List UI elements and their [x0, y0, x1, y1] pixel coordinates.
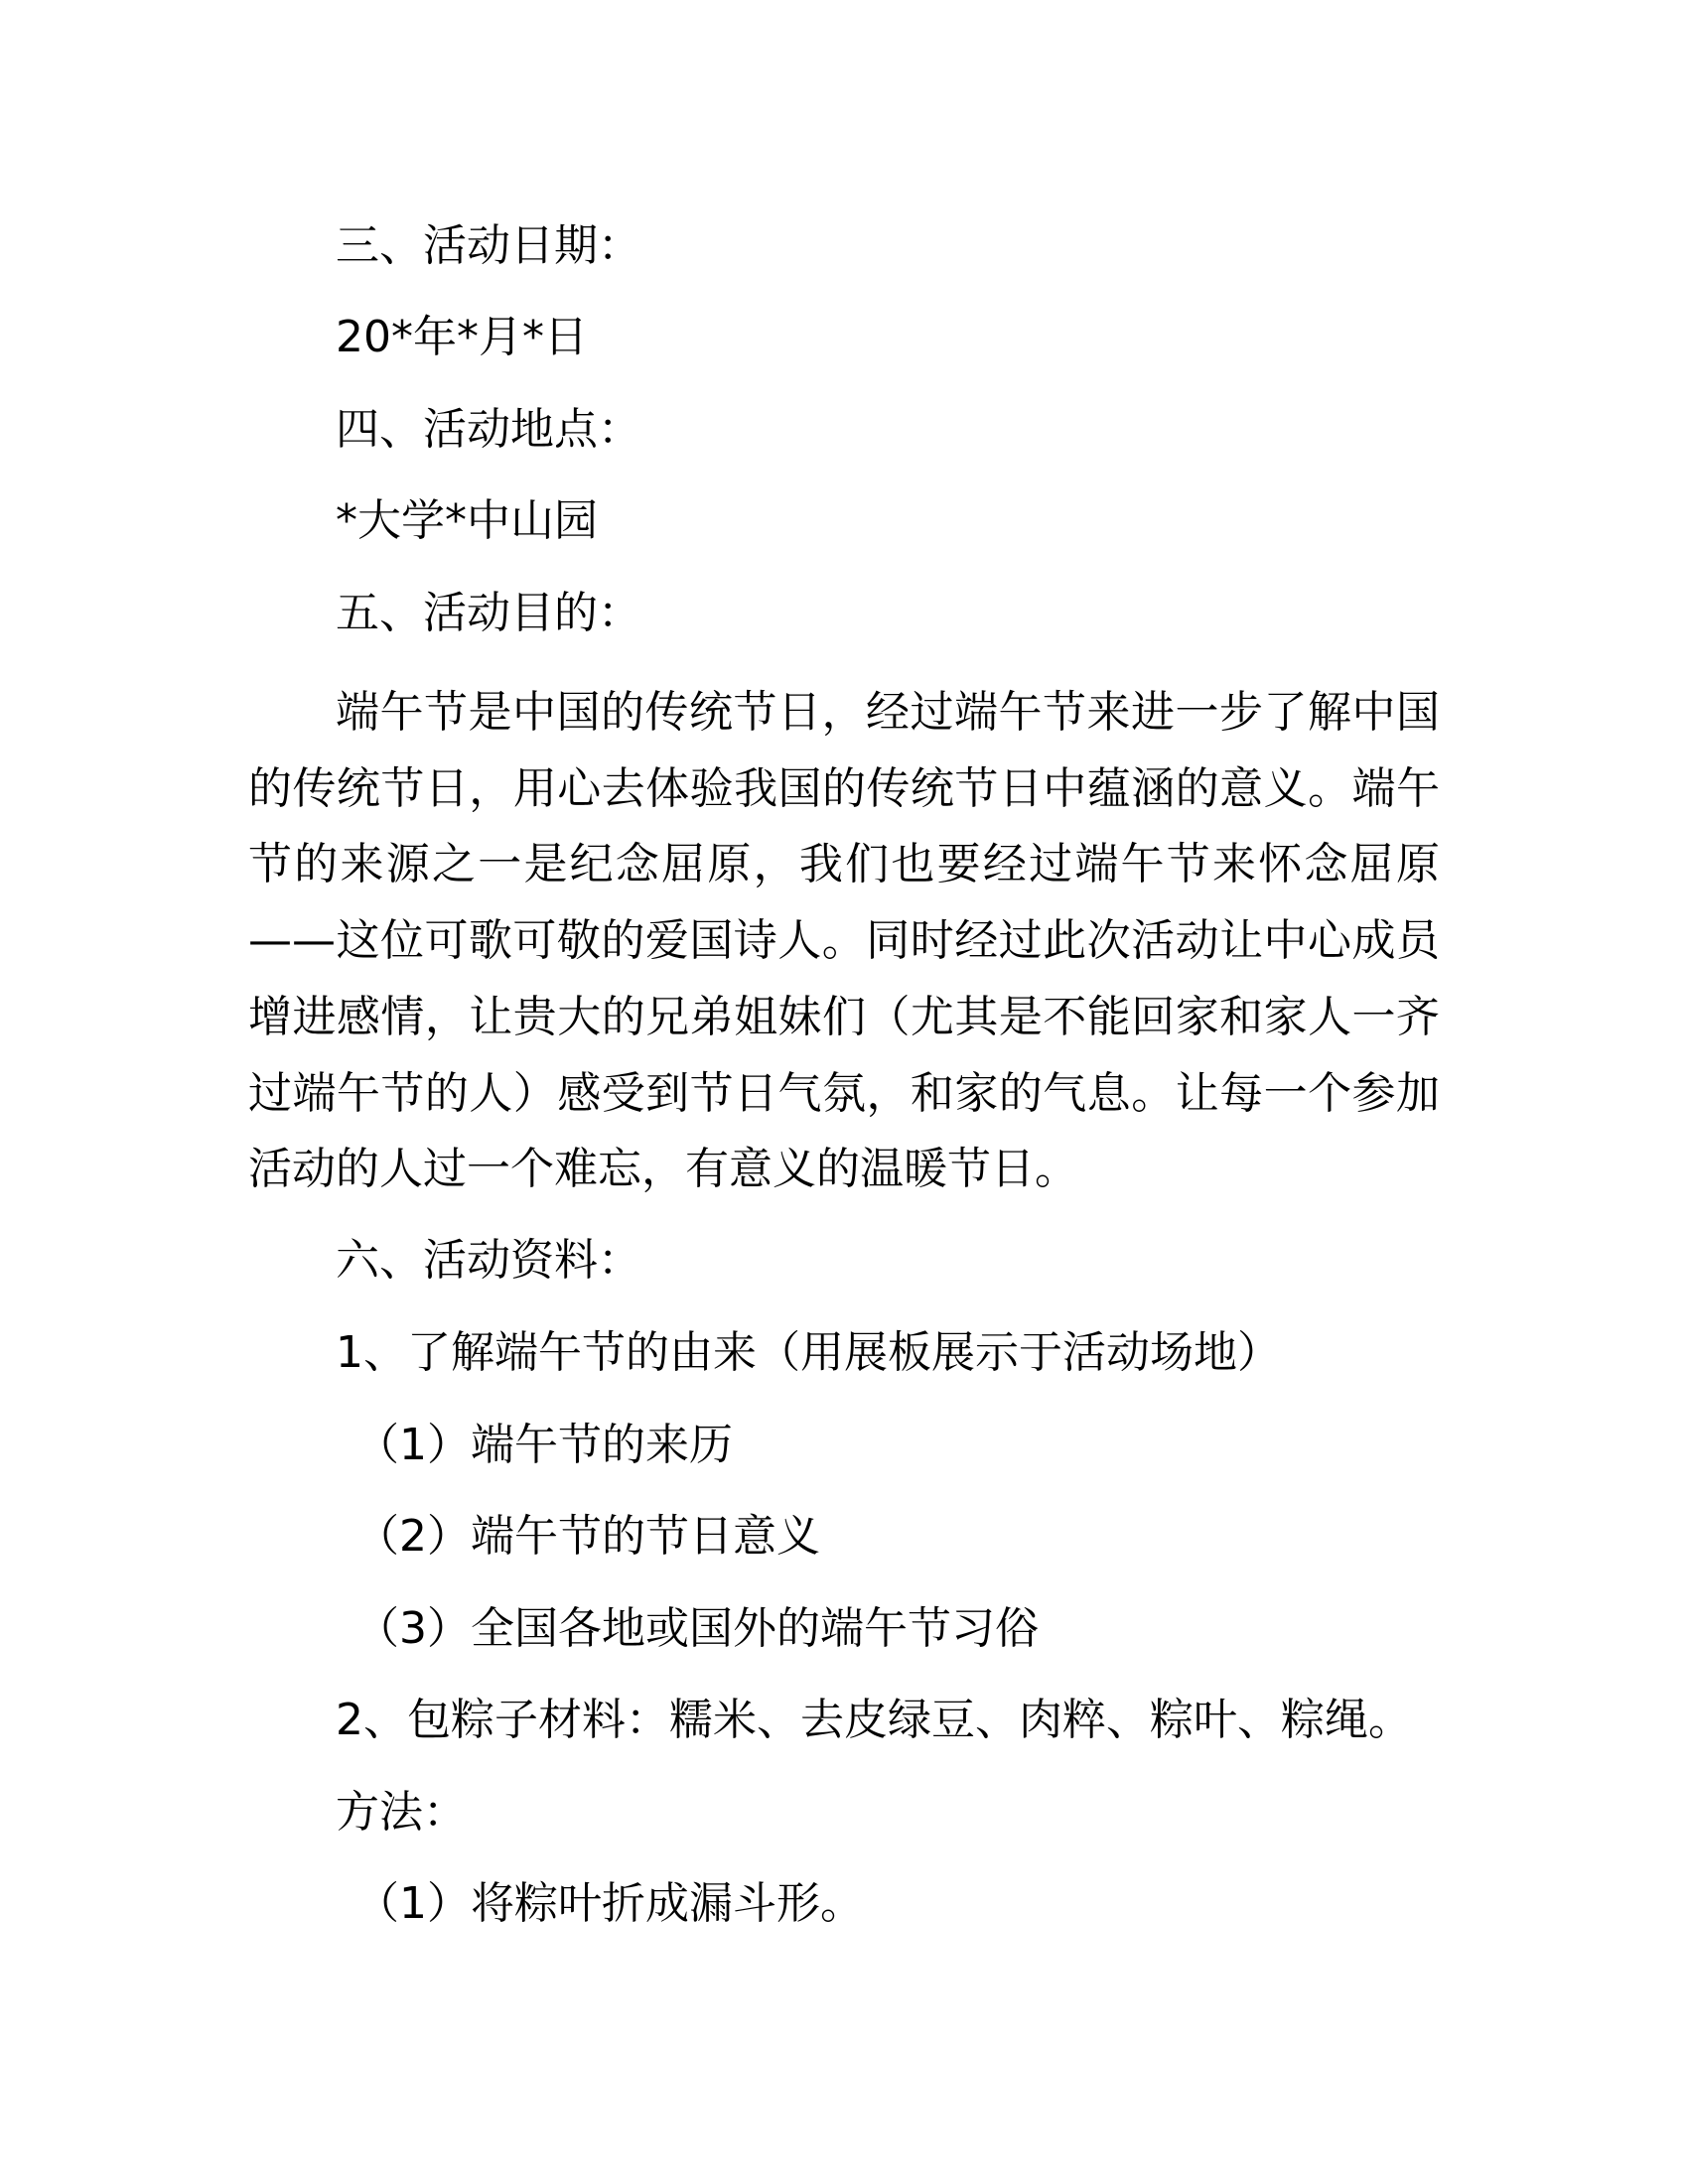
materials-subitem: （1）端午节的来历 — [355, 1420, 733, 1470]
section-heading-materials: 六、活动资料： — [336, 1235, 641, 1286]
section-heading-purpose: 五、活动目的： — [336, 588, 641, 638]
section-heading-date: 三、活动日期： — [336, 220, 641, 271]
method-label: 方法： — [336, 1787, 467, 1838]
section-heading-location: 四、活动地点： — [336, 404, 641, 455]
method-step: （1）将粽叶折成漏斗形。 — [355, 1878, 864, 1929]
purpose-paragraph: 端午节是中国的传统节日，经过端午节来进一步了解中国的传统节日，用心去体验我国的传统节日中蕴涵的意义。端午节的来源之一是纪念屈原，我们也要经过端午节来怀念屈原——这位可歌可敬的爱国诗人。同时经过此次活动让中心成员增进感情，让贵大的兄弟姐妹们（尤其是不能回家和家人一齐过端午节的人）感受到节日气氛，和家的气息。让每一个参加活动的人过一个难忘，有意义的温暖节日。 — [248, 687, 1440, 1195]
activity-location-value: *大学*中山园 — [336, 495, 598, 546]
materials-subitem: （2）端午节的节日意义 — [355, 1511, 820, 1562]
materials-item-1-title: 1、了解端午节的由来（用展板展示于活动场地） — [336, 1327, 1281, 1378]
activity-date-value: 20*年*月*日 — [336, 312, 588, 362]
materials-subitem: （3）全国各地或国外的端午节习俗 — [355, 1603, 1039, 1654]
materials-item-2-title: 2、包粽子材料：糯米、去皮绿豆、肉粹、粽叶、粽绳。 — [336, 1695, 1412, 1745]
